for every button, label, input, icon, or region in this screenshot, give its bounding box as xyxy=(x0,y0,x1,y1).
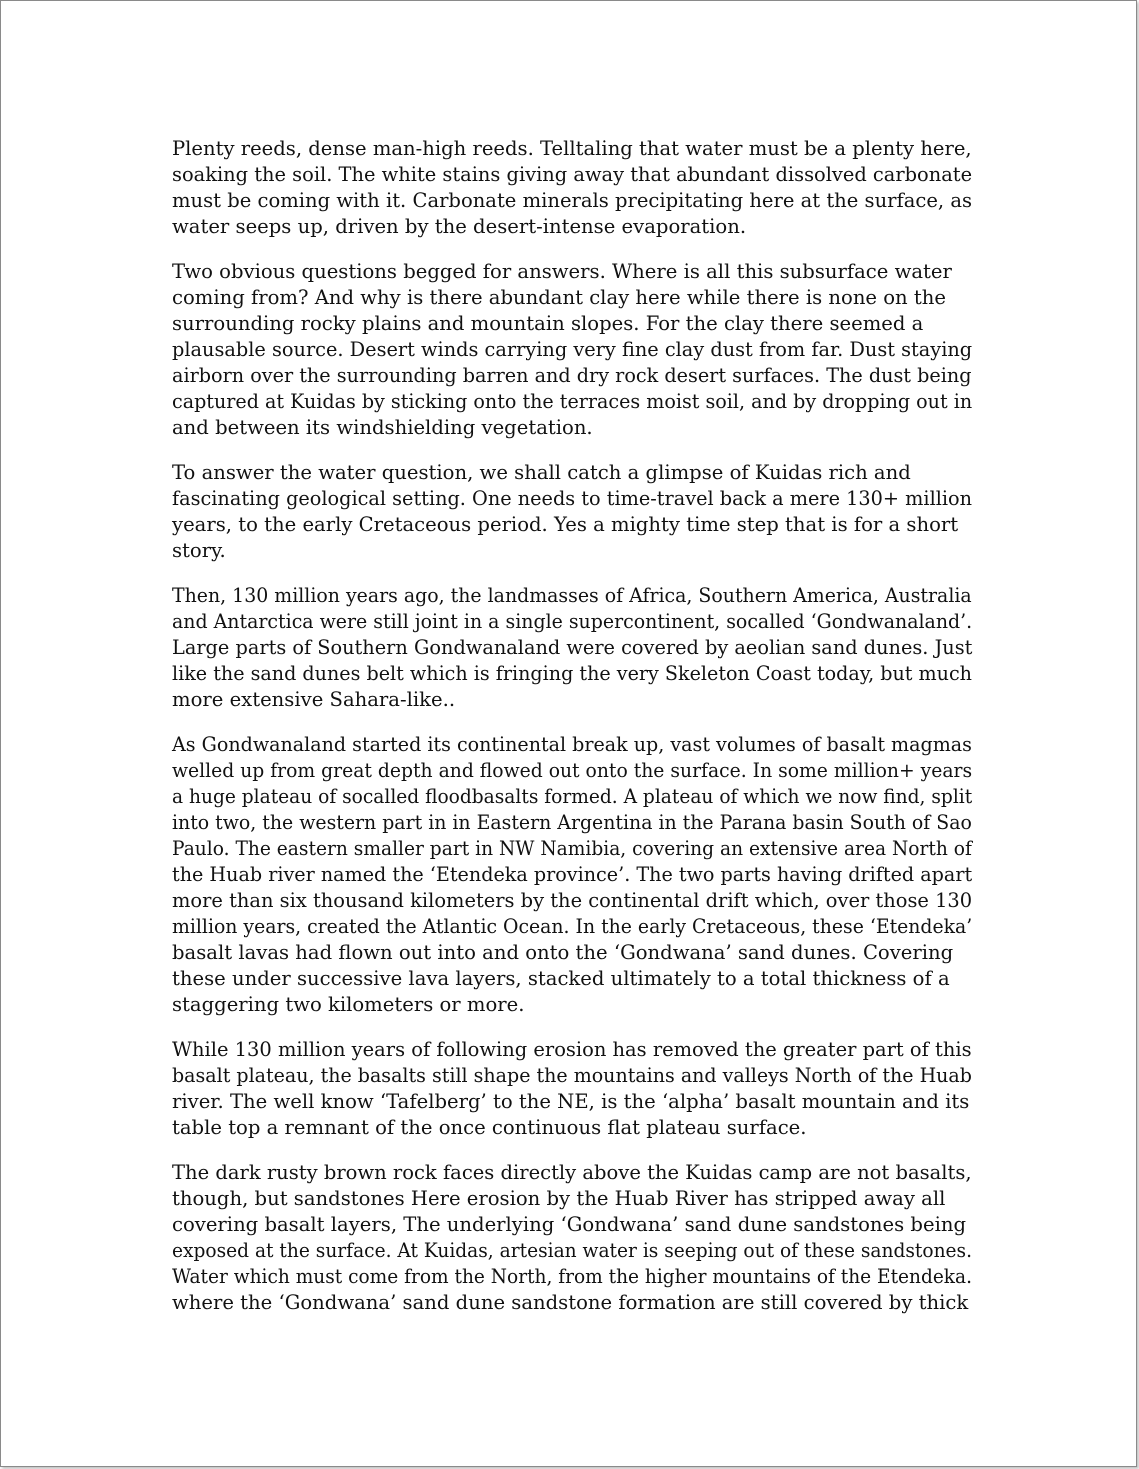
text-line: story. xyxy=(172,539,226,562)
text-line: water seeps up, driven by the desert-intense evaporation. xyxy=(172,215,747,238)
text-line: The dark rusty brown rock faces directly above the Kuidas camp are not basalts, xyxy=(172,1161,972,1184)
text-line: plausable source. Desert winds carrying very fine clay dust from far. Dust staying xyxy=(172,338,973,361)
text-line: the Huab river named the ‘Etendeka province’. The two parts having drifted apart xyxy=(172,863,973,886)
text-line: basalt plateau, the basalts still shape the mountains and valleys North of the Huab xyxy=(172,1064,972,1087)
text-line: welled up from great depth and flowed out onto the surface. In some million+ years xyxy=(172,759,973,782)
text-line: Water which must come from the North, from the higher mountains of the Etendeka. xyxy=(172,1265,973,1288)
text-line: a huge plateau of socalled floodbasalts formed. A plateau of which we now find, split xyxy=(172,785,973,808)
paragraph-7 xyxy=(172,1160,972,1316)
text-line: coming from? And why is there abundant clay here while there is none on the xyxy=(172,286,946,309)
text-line: table top a remnant of the once continuous flat plateau surface. xyxy=(172,1116,807,1139)
text-line: basalt lavas had flown out into and onto the ‘Gondwana’ sand dunes. Covering xyxy=(172,941,954,964)
text-line: river. The well know ‘Tafelberg’ to the NE, is the ‘alpha’ basalt mountain and its xyxy=(172,1090,970,1113)
paragraph-6 xyxy=(172,1037,972,1141)
paragraph-4 xyxy=(172,583,972,713)
text-line: more than six thousand kilometers by the continental drift which, over those 130 xyxy=(172,889,973,912)
text-line: Two obvious questions begged for answers. Where is all this subsurface water xyxy=(172,260,952,283)
text-line: To answer the water question, we shall catch a glimpse of Kuidas rich and xyxy=(172,461,911,484)
text-line: While 130 million years of following erosion has removed the greater part of this xyxy=(172,1038,972,1061)
document-body xyxy=(172,136,972,1335)
paragraph-3 xyxy=(172,460,972,564)
paragraph-5 xyxy=(172,732,972,1018)
text-line: airborn over the surrounding barren and dry rock desert surfaces. The dust being xyxy=(172,364,972,387)
text-line: Large parts of Southern Gondwanaland were covered by aeolian sand dunes. Just xyxy=(172,636,973,659)
text-line: million years, created the Atlantic Ocean. In the early Cretaceous, these ‘Etendeka’ xyxy=(172,915,973,938)
text-line: staggering two kilometers or more. xyxy=(172,993,525,1016)
text-line: and between its windshielding vegetation. xyxy=(172,416,593,439)
text-line: captured at Kuidas by sticking onto the terraces moist soil, and by dropping out in xyxy=(172,390,973,413)
text-line: into two, the western part in in Eastern Argentina in the Parana basin South of Sao xyxy=(172,811,972,834)
paragraph-2 xyxy=(172,259,972,441)
text-line: like the sand dunes belt which is fringing the very Skeleton Coast today, but much xyxy=(172,662,972,685)
text-line: Then, 130 million years ago, the landmasses of Africa, Southern America, Australia xyxy=(172,584,972,607)
text-line: covering basalt layers, The underlying ‘Gondwana’ sand dune sandstones being xyxy=(172,1213,966,1236)
text-line: these under successive lava layers, stacked ultimately to a total thickness of a xyxy=(172,967,950,990)
text-line: As Gondwanaland started its continental break up, vast volumes of basalt magmas xyxy=(172,733,972,756)
text-line: surrounding rocky plains and mountain slopes. For the clay there seemed a xyxy=(172,312,924,335)
text-line: soaking the soil. The white stains giving away that abundant dissolved carbonate xyxy=(172,163,973,186)
paragraph-1 xyxy=(172,136,972,240)
text-line: more extensive Sahara-like.. xyxy=(172,688,456,711)
text-line: Paulo. The eastern smaller part in NW Namibia, covering an extensive area North of xyxy=(172,837,972,860)
text-line: years, to the early Cretaceous period. Yes a mighty time step that is for a short xyxy=(172,513,959,536)
text-line: fascinating geological setting. One needs to time-travel back a mere 130+ million xyxy=(172,487,973,510)
text-line: though, but sandstones Here erosion by the Huab River has stripped away all xyxy=(172,1187,946,1210)
text-line: exposed at the surface. At Kuidas, artesian water is seeping out of these sandstones. xyxy=(172,1239,973,1262)
text-line: must be coming with it. Carbonate minerals precipitating here at the surface, as xyxy=(172,189,973,212)
text-line: where the ‘Gondwana’ sand dune sandstone formation are still covered by thick xyxy=(172,1291,969,1314)
text-line: and Antarctica were still joint in a single supercontinent, socalled ‘Gondwanaland’. xyxy=(172,610,973,633)
text-line: Plenty reeds, dense man-high reeds. Telltaling that water must be a plenty here, xyxy=(172,137,972,160)
